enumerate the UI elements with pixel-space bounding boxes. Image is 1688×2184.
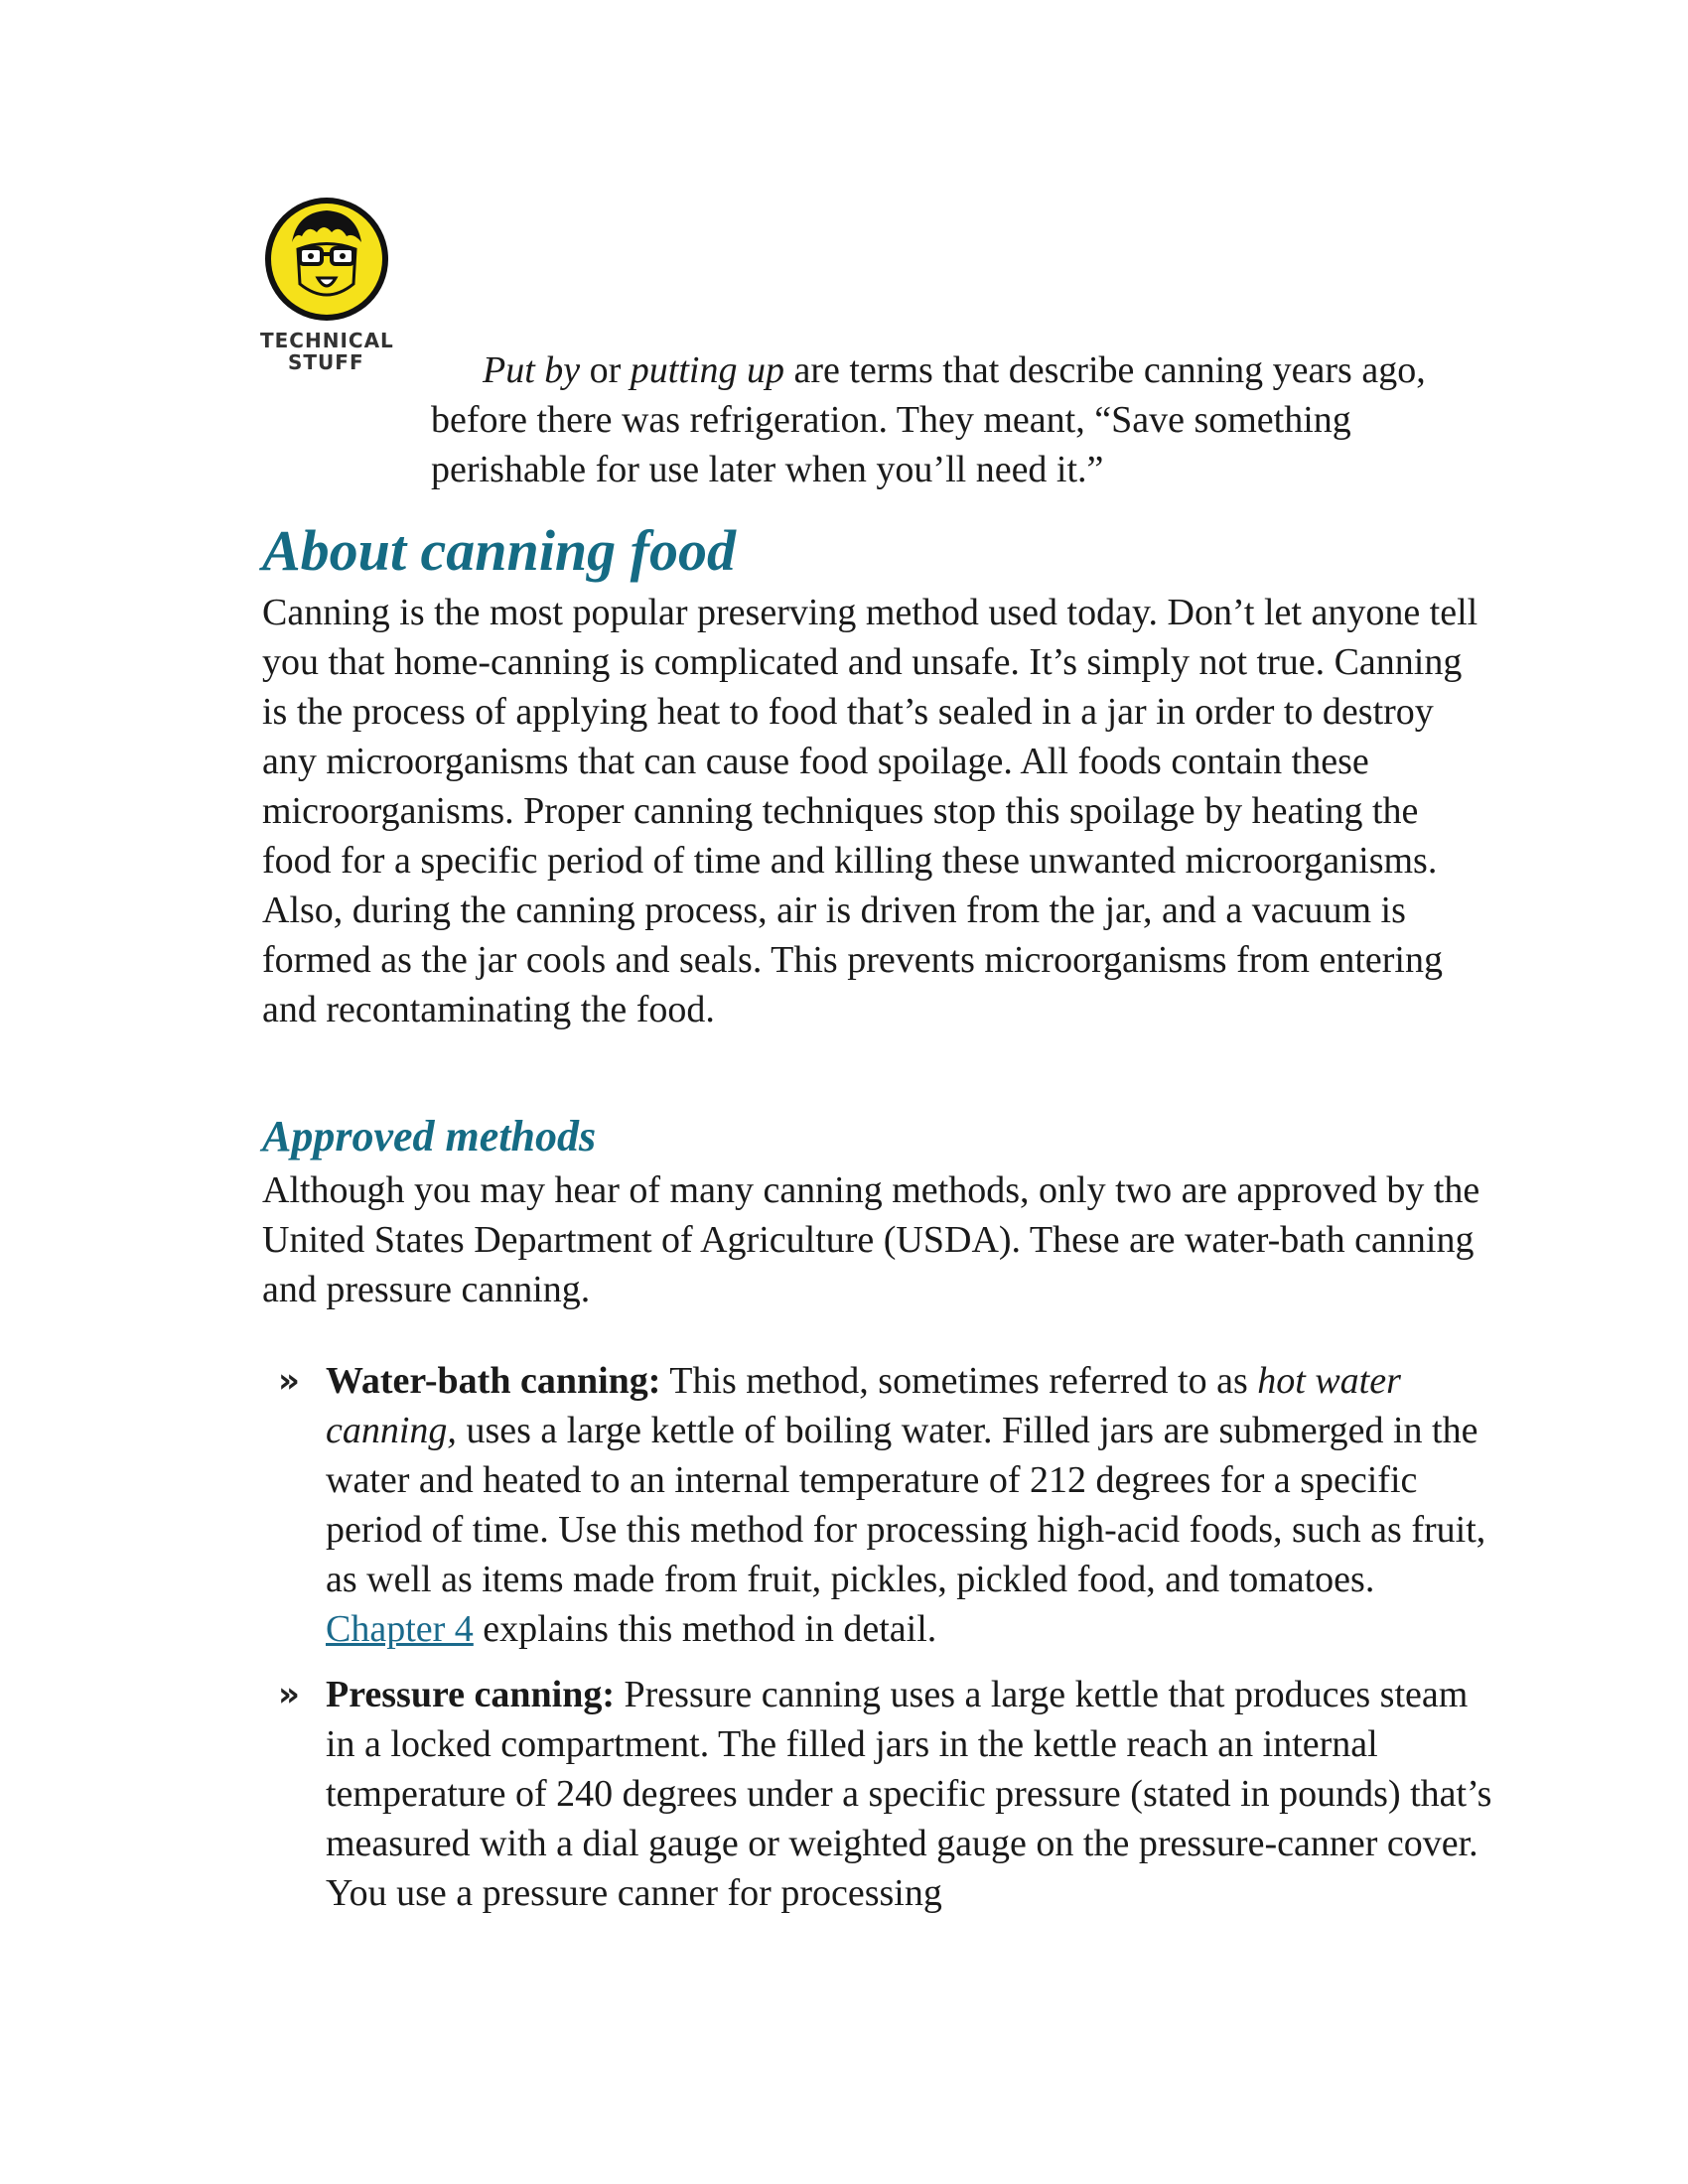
tip-text-1: or xyxy=(580,349,631,391)
water-bath-term: Water-bath canning: xyxy=(326,1360,661,1402)
section-body xyxy=(262,588,1493,1034)
tip-term-putting-up: putting up xyxy=(630,349,784,391)
water-bath-text-2: uses a large kettle of boiling water. Filled jars are submerged in the water and heated to an internal temperature of 212 degrees for a specific period of time. Use this method for processing high-acid foods, such as fruit, as well as items made from fruit, pickles, pickled food, and tomatoes. xyxy=(326,1410,1486,1600)
bullet-chevron-icon: » xyxy=(278,1361,300,1401)
subsection-paragraph: Although you may hear of many canning methods, only two are approved by the United States Department of Agriculture (USDA). These are water-bath canning and pressure canning. xyxy=(262,1169,1480,1310)
technical-label-line2: STUFF xyxy=(288,350,364,374)
tip-text-2: are terms that describe canning years ago, before there was refrigeration. They meant, “Save something perishable for use later when you’ll need it.” xyxy=(431,349,1426,490)
technical-stuff-icon xyxy=(262,195,391,324)
section-heading: About canning food xyxy=(262,518,736,583)
water-bath-text-3: explains this method in detail. xyxy=(473,1608,937,1650)
water-bath-text-1: This method, sometimes referred to as xyxy=(660,1360,1258,1402)
subsection-body xyxy=(262,1165,1493,1314)
pressure-term: Pressure canning: xyxy=(326,1674,615,1715)
list-item-water-bath xyxy=(278,1356,1499,1654)
subsection-heading: Approved methods xyxy=(262,1112,597,1160)
bullet-chevron-icon: » xyxy=(278,1675,300,1714)
chapter-4-link[interactable]: Chapter 4 xyxy=(326,1608,474,1650)
methods-list xyxy=(278,1356,1499,1918)
tip-paragraph xyxy=(346,345,1497,494)
section-paragraph: Canning is the most popular preserving method used today. Don’t let anyone tell you that home-canning is complicated and unsafe. It’s simply not true. Canning is the process of applying heat to food that’s sealed in a jar in order to destroy any microorganisms that can cause food spoilage. All foods contain these microorganisms. Proper canning techniques stop this spoilage by heating the food for a specific period of time and killing these unwanted microorganisms. Also, during the canning process, air is driven from the jar, and a vacuum is formed as the jar cools and seals. This prevents microorganisms from entering and recontaminating the food. xyxy=(262,592,1478,1030)
technical-label-line1: TECHNICAL xyxy=(260,329,394,352)
technical-stuff-tip xyxy=(346,345,1497,494)
pressure-text-1: Pressure canning uses a large kettle that produces steam in a locked compartment. The filled jars in the kettle reach an internal temperature of 240 degrees under a specific pressure (stated in pounds) that’s measured with a dial gauge or weighted gauge on the pressure-canner cover. You use a pressure canner for processing xyxy=(326,1674,1492,1914)
list-item-pressure xyxy=(278,1670,1499,1918)
water-bath-emphasis: hot water canning, xyxy=(326,1360,1401,1451)
tip-term-put-by: Put by xyxy=(483,349,581,391)
